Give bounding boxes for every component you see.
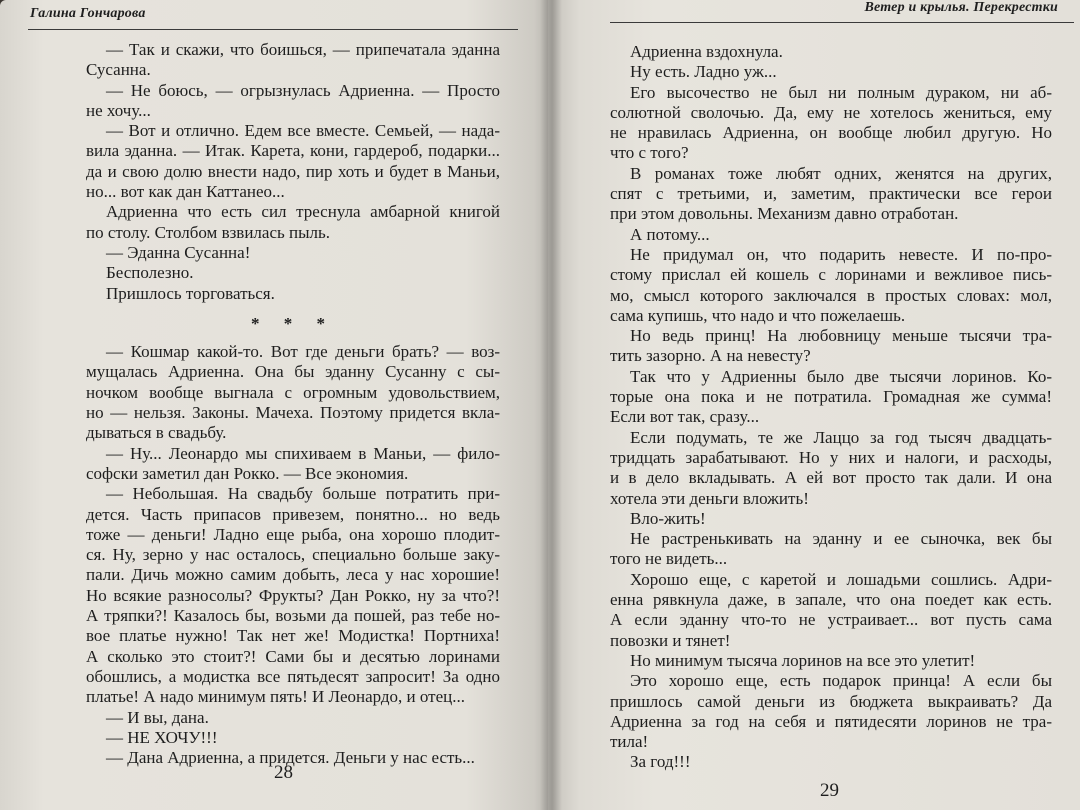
text-line: * * * (251, 313, 335, 333)
text-line: софски заметил дан Рокко. — Все экономия. (86, 463, 409, 483)
header-rule (28, 29, 518, 30)
text-line: Его высочество не был ни полным дураком, ни аб- (630, 82, 1052, 102)
text-line: — Эданна Сусанна! (106, 242, 251, 262)
text-line: да и свою долю внести надо, пир хоть и будет в Маньи, (86, 161, 500, 181)
text-line: В романах тоже любят одних, женятся на других, (630, 163, 1052, 183)
text-line: Адриенна что есть сил треснула амбарной книгой (106, 202, 500, 222)
right-page (548, 0, 1080, 810)
text-line: Вло-жить! (630, 508, 706, 528)
text-line: — Ну... Леонардо мы спихиваем в Маньи, — фило- (106, 443, 500, 463)
text-line: енна рявкнула даже, в запале, что она поедет как есть. (610, 590, 1052, 610)
text-line: и в дело вкладывать. А ей вот просто так дали. И она (610, 468, 1052, 488)
text-line: того не видеть... (610, 549, 728, 569)
text-line: солютной сволочью. Да, ему не хотелось жениться, ему (610, 102, 1052, 122)
page-number: 28 (274, 762, 293, 783)
text-line: дется. Часть припасов привезем, понятно... но ведь (86, 504, 500, 524)
text-line: стому прислал ей кошель с лоринами и вежливое пись- (610, 265, 1052, 285)
text-line: Так что у Адриенны было две тысячи лоринов. Ко- (630, 366, 1052, 386)
text-line: но — нельзя. Законы. Мачеха. Поэтому придется вкла- (86, 403, 500, 423)
text-line: Хорошо еще, с каретой и лошадьми сошлись. Адри- (630, 569, 1052, 589)
text-line: — Небольшая. На свадьбу больше потратить при- (106, 484, 500, 504)
text-line: тить зазорно. А на невесту? (610, 346, 811, 366)
text-line: обошлись, а модистка все пятьдесят запросит! За одно (86, 666, 500, 686)
text-line: Не растренькивать на эданну и ее сыночка, век бы (630, 529, 1052, 549)
text-line: Бесполезно. (106, 263, 194, 283)
text-line: торые она пока и не потратила. Громадная же сумма! (610, 387, 1052, 407)
text-line: но... вот как дан Каттанео... (86, 182, 285, 202)
text-line: А если эданну что-то не устраивает... вот пусть сама (610, 610, 1052, 630)
text-line: — Кошмар какой-то. Вот где деньги брать? — воз- (106, 342, 500, 362)
text-line: ся. Ну, зерно у нас осталось, специально больше заку- (86, 545, 500, 565)
text-line: Ну есть. Ладно уж... (630, 62, 777, 82)
text-line: — Не боюсь, — огрызнулась Адриенна. — Просто (106, 80, 500, 100)
text-line: платье! А надо минимум пять! И Леонардо, и отец... (86, 687, 465, 707)
text-line: А потому... (630, 224, 710, 244)
text-line: — НЕ ХОЧУ!!! (106, 727, 218, 747)
running-head-title: Ветер и крылья. Перекрестки (864, 0, 1058, 15)
text-line: Если подумать, те же Лаццо за год тысяч двадцать- (630, 427, 1052, 447)
text-line: не нравилась Адриенна, он вообще любил другую. Но (610, 123, 1052, 143)
text-line: Если вот так, сразу... (610, 407, 760, 427)
right-page-text (610, 42, 1052, 773)
text-line: Пришлось торговаться. (106, 283, 275, 303)
text-line: А сколько это стоит?! Сами бы и десятью лоринами (86, 646, 500, 666)
text-line: дываться в свадьбу. (86, 423, 227, 443)
text-line: вое платье нужно! Так нет же! Модистка! Портниха! (86, 626, 500, 646)
text-line: — Так и скажи, что боишься, — припечатала эданна (106, 40, 500, 59)
text-line: мущалась Адриенна. Она бы эданну Сусанну с сы- (86, 362, 500, 382)
text-line: Адриенна вздохнула. (630, 42, 783, 61)
text-line: повозки и тянет! (610, 630, 731, 650)
text-line: За год!!! (630, 752, 691, 772)
text-line: Адриенна за год на себя и пятидесяти лоринов не тра- (610, 711, 1052, 731)
text-line: — И вы, дана. (106, 707, 209, 727)
text-line: что с того? (610, 143, 689, 163)
text-line: пали. Дичь можно самим добыть, леса у нас хорошие! (86, 565, 500, 585)
text-line: Но всякие разносолы? Фрукты? Дан Рокко, ну за что?! (86, 585, 500, 605)
text-line: Сусанна. (86, 60, 151, 80)
book-gutter (540, 0, 562, 810)
text-line: сама купишь, что надо и что пожелаешь. (610, 305, 906, 325)
text-line: пришлось самой деньги из бюджета выкраивать? Да (610, 691, 1052, 711)
text-line: тоже — деньги! Ладно еще рыба, она хорошо плодит- (86, 524, 500, 544)
left-page-text (86, 40, 500, 768)
text-line: — Вот и отлично. Едем все вместе. Семьей, — нада- (106, 121, 500, 141)
text-line: мо, смысл которого заключался в простых словах: мол, (610, 285, 1052, 305)
text-line: по столу. Столбом взвилась пыль. (86, 222, 331, 242)
text-line: А тряпки?! Казалось бы, возьми да пошей, раз тебе но- (86, 606, 500, 626)
text-line: Но минимум тысяча лоринов на все это улетит! (630, 650, 976, 670)
text-line: — Дана Адриенна, а придется. Деньги у нас есть... (106, 748, 475, 768)
header-rule (610, 22, 1074, 23)
text-line: тила! (610, 732, 649, 752)
text-line: вила эданна. — Итак. Карета, кони, гардероб, подарки... (86, 141, 500, 161)
text-line: Не придумал он, что подарить невесте. И по-про- (630, 244, 1052, 264)
text-line: не хочу... (86, 100, 151, 120)
text-line: при этом довольны. Механизм давно отработан. (610, 204, 959, 224)
page-number: 29 (820, 780, 839, 801)
text-line: спят с третьими, и, заметим, практически все герои (610, 184, 1052, 204)
running-head-author: Галина Гончарова (30, 6, 146, 21)
text-line: Это хорошо еще, есть подарок принца! А если бы (630, 671, 1052, 691)
text-line: ночком вообще выгнала с огромным удовольствием, (86, 382, 500, 402)
text-line: Но ведь принц! На любовницу меньше тысячи тра- (630, 326, 1052, 346)
text-line: тридцать зарабатывают. Но у них и налоги, и расходы, (610, 447, 1052, 467)
text-line: хотела эти деньги вложить! (610, 488, 809, 508)
